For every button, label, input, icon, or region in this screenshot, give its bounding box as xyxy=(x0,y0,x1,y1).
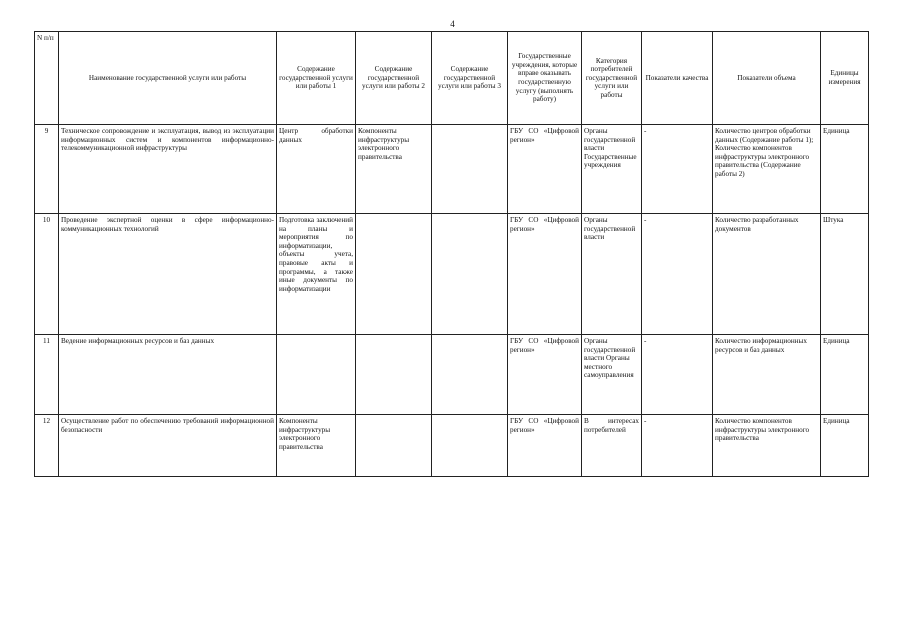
table-row xyxy=(35,214,869,335)
row-content-3 xyxy=(432,415,508,477)
row-category: Органы государственной власти xyxy=(582,214,642,335)
row-unit: Единица xyxy=(821,125,869,214)
services-table xyxy=(34,31,869,477)
row-content-2 xyxy=(356,415,432,477)
row-name: Техническое сопровождение и эксплуатация, вывод из эксплуатации информационных систем и компонентов информационно-телекоммуникационной инфраструктуры xyxy=(59,125,277,214)
header-institutions: Государственные учреждения, которые вправе оказывать государственную услугу (выполнять работу) xyxy=(508,32,582,125)
row-content-3 xyxy=(432,214,508,335)
header-quality: Показатели качества xyxy=(642,32,713,125)
row-category: Органы государственной власти Государственные учреждения xyxy=(582,125,642,214)
table-row xyxy=(35,415,869,477)
row-content-2 xyxy=(356,335,432,415)
row-num: 10 xyxy=(35,214,59,335)
row-volume: Количество информационных ресурсов и баз данных xyxy=(713,335,821,415)
header-content-1: Содержание государственной услуги или работы 1 xyxy=(277,32,356,125)
row-content-3 xyxy=(432,335,508,415)
header-name: Наименование государственной услуги или работы xyxy=(59,32,277,125)
row-institutions: ГБУ СО «Цифровой регион» xyxy=(508,335,582,415)
row-content-1: Подготовка заключений на планы и мероприятия по информатизации, объекты учета, правовые акты и программы, а также иные документы по информатизации xyxy=(277,214,356,335)
row-name: Ведение информационных ресурсов и баз данных xyxy=(59,335,277,415)
header-volume: Показатели объема xyxy=(713,32,821,125)
table-row xyxy=(35,125,869,214)
row-content-1 xyxy=(277,335,356,415)
row-num: 12 xyxy=(35,415,59,477)
table-row xyxy=(35,335,869,415)
row-num: 9 xyxy=(35,125,59,214)
header-category: Категория потребителей государственной услуги или работы xyxy=(582,32,642,125)
row-institutions: ГБУ СО «Цифровой регион» xyxy=(508,125,582,214)
row-name: Проведение экспертной оценки в сфере информационно-коммуникационных технологий xyxy=(59,214,277,335)
row-name: Осуществление работ по обеспечению требований информационной безопасности xyxy=(59,415,277,477)
row-category: Органы государственной власти Органы местного самоуправления xyxy=(582,335,642,415)
header-content-3: Содержание государственной услуги или работы 3 xyxy=(432,32,508,125)
row-volume: Количество разработанных документов xyxy=(713,214,821,335)
header-num: N п/п xyxy=(35,32,59,125)
row-content-2: Компоненты инфраструктуры электронного правительства xyxy=(356,125,432,214)
page-number: 4 xyxy=(450,19,455,29)
row-quality: - xyxy=(642,214,713,335)
row-quality: - xyxy=(642,335,713,415)
table-header-row xyxy=(35,32,869,125)
row-unit: Штука xyxy=(821,214,869,335)
row-content-1: Центр обработки данных xyxy=(277,125,356,214)
row-unit: Единица xyxy=(821,335,869,415)
row-institutions: ГБУ СО «Цифровой регион» xyxy=(508,415,582,477)
row-institutions: ГБУ СО «Цифровой регион» xyxy=(508,214,582,335)
row-category: В интересах потребителей xyxy=(582,415,642,477)
row-content-1: Компоненты инфраструктуры электронного правительства xyxy=(277,415,356,477)
header-content-2: Содержание государственной услуги или работы 2 xyxy=(356,32,432,125)
row-quality: - xyxy=(642,125,713,214)
row-volume: Количество компонентов инфраструктуры электронного правительства xyxy=(713,415,821,477)
row-content-3 xyxy=(432,125,508,214)
row-num: 11 xyxy=(35,335,59,415)
row-unit: Единица xyxy=(821,415,869,477)
row-volume: Количество центров обработки данных (Содержание работы 1); Количество компонентов инфраструктуры электронного правительства (Содержание работы 2) xyxy=(713,125,821,214)
header-unit: Единицы измерения xyxy=(821,32,869,125)
row-content-2 xyxy=(356,214,432,335)
row-quality: - xyxy=(642,415,713,477)
